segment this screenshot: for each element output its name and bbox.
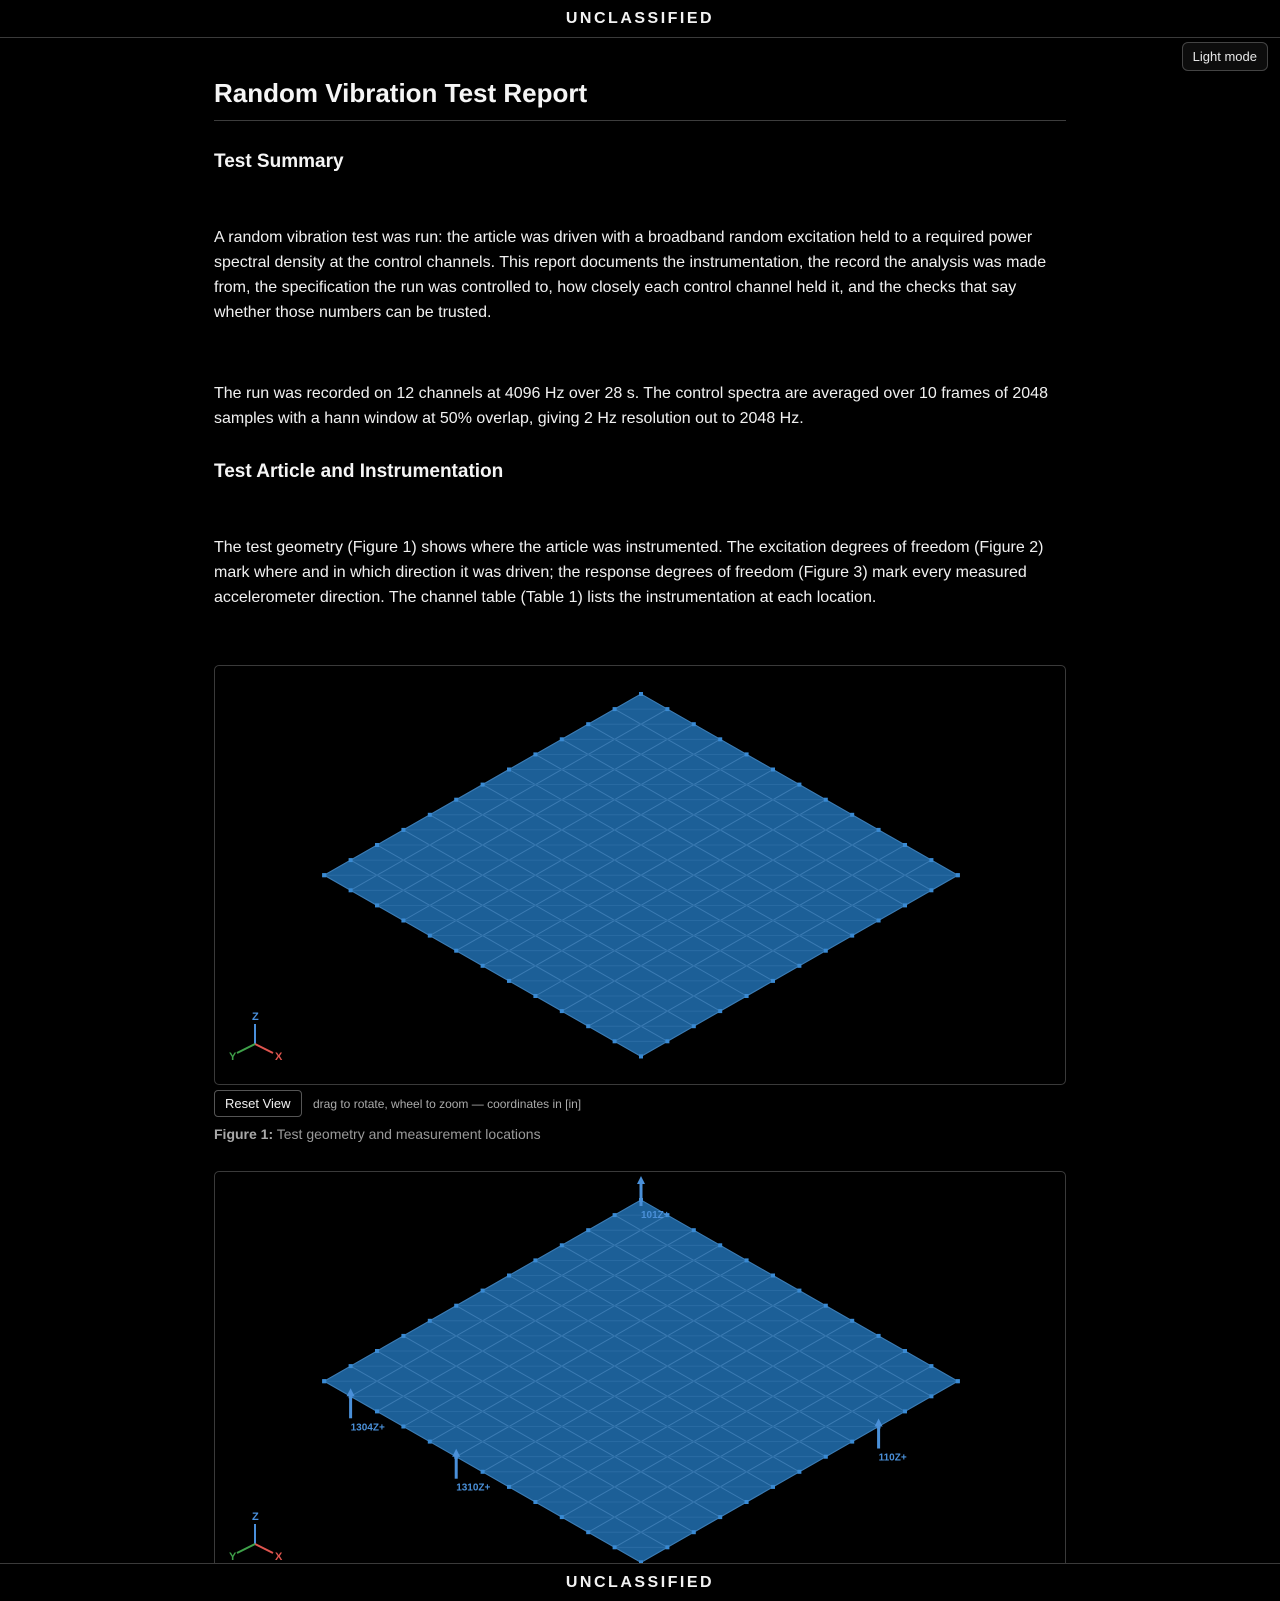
figure-2-node xyxy=(428,1440,432,1444)
figure-1-node xyxy=(745,752,749,756)
excitation-arrow xyxy=(875,1419,907,1464)
figure-1-node xyxy=(454,798,458,802)
figure-1-node xyxy=(428,813,432,817)
figure-1-node xyxy=(850,934,854,938)
figure-1-node xyxy=(903,843,907,847)
figure-1-node xyxy=(560,1009,564,1013)
figure-1-node xyxy=(903,903,907,907)
figure-2-node xyxy=(797,1289,801,1293)
figure-2-node xyxy=(322,1379,326,1383)
x-axis-label: X xyxy=(275,1051,283,1063)
figure-2-node xyxy=(771,1485,775,1489)
x-axis-label: X xyxy=(275,1551,283,1563)
figure-2-node xyxy=(428,1319,432,1323)
figure-1-node xyxy=(824,798,828,802)
figure-1-node xyxy=(507,768,511,772)
figure-2-node xyxy=(481,1289,485,1293)
figure-1-node xyxy=(929,888,933,892)
figure-1-node xyxy=(507,979,511,983)
figure-1-node xyxy=(745,994,749,998)
figure-1-node xyxy=(322,873,326,877)
reset-view-button[interactable]: Reset View xyxy=(214,1090,302,1117)
figure-2-plate xyxy=(322,1198,960,1564)
figure-2-node xyxy=(533,1500,537,1504)
figure-1-node xyxy=(665,707,669,711)
figure-2-node xyxy=(745,1258,749,1262)
instrumentation-heading: Test Article and Instrumentation xyxy=(214,461,504,482)
figure-1-node xyxy=(454,949,458,953)
figure-2-node xyxy=(850,1319,854,1323)
x-axis xyxy=(255,1044,273,1053)
figure-2-node xyxy=(613,1213,617,1217)
figure-1-node xyxy=(771,979,775,983)
z-axis-label: Z xyxy=(252,1011,259,1023)
excitation-dof-label: 110Z+ xyxy=(878,1452,907,1464)
figure-2-node xyxy=(349,1364,353,1368)
classification-banner-top: UNCLASSIFIED xyxy=(0,0,1280,38)
figure-1-canvas[interactable] xyxy=(215,666,1065,1084)
figure-1-node xyxy=(586,1024,590,1028)
y-axis-label: Y xyxy=(229,1051,237,1063)
figure-1-axis-triad xyxy=(229,1011,283,1063)
figure-2-node xyxy=(481,1470,485,1474)
figure-2-node xyxy=(956,1379,960,1383)
excitation-dof-label: 101Z+ xyxy=(641,1210,670,1221)
figure-2-canvas[interactable] xyxy=(215,1172,1065,1590)
figure-1-node xyxy=(797,964,801,968)
figure-1-node xyxy=(877,919,881,923)
excitation-dof-label: 1304Z+ xyxy=(350,1422,385,1434)
figure-1-node xyxy=(560,737,564,741)
figure-1-node xyxy=(877,828,881,832)
figure-2-node xyxy=(745,1500,749,1504)
figure-1-node xyxy=(639,1054,643,1058)
figure-1-caption-label: Figure 1: xyxy=(214,1126,274,1142)
figure-1-node xyxy=(428,934,432,938)
figure-2-node xyxy=(797,1470,801,1474)
figure-1-node xyxy=(349,888,353,892)
figure-1-node xyxy=(850,813,854,817)
figure-1-node xyxy=(718,737,722,741)
figure-1-node xyxy=(586,722,590,726)
y-axis-label: Y xyxy=(229,1551,237,1563)
light-mode-toggle[interactable]: Light mode xyxy=(1182,42,1268,71)
figure-2-node xyxy=(824,1304,828,1308)
figure-2-node xyxy=(692,1228,696,1232)
figure-2-node xyxy=(850,1440,854,1444)
figure-2-node xyxy=(929,1364,933,1368)
figure-2-node xyxy=(718,1243,722,1247)
figure-1-node xyxy=(639,692,643,696)
figure-2-node xyxy=(454,1304,458,1308)
figure-1-node xyxy=(665,1039,669,1043)
figure-2-excitation-viewer[interactable] xyxy=(214,1171,1066,1591)
figure-1-caption xyxy=(214,1126,541,1142)
figure-1-node xyxy=(375,843,379,847)
figure-1-plate xyxy=(322,692,960,1058)
figure-2-node xyxy=(507,1274,511,1278)
figure-1-node xyxy=(481,964,485,968)
figure-2-node xyxy=(375,1409,379,1413)
figure-2-node xyxy=(560,1515,564,1519)
viewer-hint: drag to rotate, wheel to zoom — coordinates in [in] xyxy=(313,1097,582,1111)
figure-1-node xyxy=(613,707,617,711)
x-axis xyxy=(255,1544,273,1553)
figure-1-node xyxy=(771,768,775,772)
figure-2-node xyxy=(824,1455,828,1459)
figure-1-node xyxy=(692,722,696,726)
figure-2-node xyxy=(877,1334,881,1338)
instrumentation-paragraph: The test geometry (Figure 1) shows where the article was instrumented. The excitation degrees of freedom (Figure 2) mark where and in which direction it was driven; the response degrees of freedom (Figure 3) mark every measured accelerometer direction. The channel table (Table 1) lists the instrumentation at each location. xyxy=(214,539,1044,606)
figure-1-node xyxy=(929,858,933,862)
figure-2-node xyxy=(929,1394,933,1398)
figure-1-node xyxy=(481,783,485,787)
report-title: Random Vibration Test Report xyxy=(214,78,1066,121)
figure-2-node xyxy=(613,1545,617,1549)
figure-1-node xyxy=(956,873,960,877)
figure-1-node xyxy=(401,919,405,923)
figure-2-node xyxy=(560,1243,564,1247)
excitation-arrow-head xyxy=(637,1176,645,1184)
summary-paragraph-1: A random vibration test was run: the article was driven with a broadband random excitation held to a required power spectral density at the control channels. This report documents the instrumentation, the record the analysis was made from, the specification the run was controlled to, how closely each control channel held it, and the checks that say whether those numbers can be trusted. xyxy=(214,229,1047,321)
figure-2-node xyxy=(903,1349,907,1353)
figure-1-node xyxy=(375,903,379,907)
figure-2-node xyxy=(401,1334,405,1338)
summary-heading: Test Summary xyxy=(214,151,344,172)
figure-1-node xyxy=(533,752,537,756)
figure-1-node xyxy=(824,949,828,953)
figure-2-node xyxy=(375,1349,379,1353)
figure-2-node xyxy=(533,1258,537,1262)
figure-1-caption-text: Test geometry and measurement locations xyxy=(276,1126,541,1142)
figure-1-node xyxy=(613,1039,617,1043)
figure-2-node xyxy=(692,1530,696,1534)
classification-banner-bottom: UNCLASSIFIED xyxy=(0,1563,1280,1601)
figure-2-axis-triad xyxy=(229,1511,283,1563)
summary-paragraph-2: The run was recorded on 12 channels at 4096 Hz over 28 s. The control spectra are averaged over 10 frames of 2048 samples with a hann window at 50% overlap, giving 2 Hz resolution out to 2048 Hz. xyxy=(214,385,1048,427)
z-axis-label: Z xyxy=(252,1511,259,1523)
figure-2-node xyxy=(401,1425,405,1429)
excitation-arrow xyxy=(637,1176,670,1221)
figure-1-node xyxy=(718,1009,722,1013)
figure-1-node xyxy=(692,1024,696,1028)
figure-1-node xyxy=(401,828,405,832)
figure-1-node xyxy=(533,994,537,998)
figure-2-node xyxy=(771,1274,775,1278)
y-axis xyxy=(237,1044,255,1053)
figure-1-node xyxy=(797,783,801,787)
y-axis xyxy=(237,1544,255,1553)
figure-1-geometry-viewer[interactable] xyxy=(214,665,1066,1085)
figure-2-node xyxy=(586,1228,590,1232)
figure-2-node xyxy=(718,1515,722,1519)
figure-2-node xyxy=(903,1409,907,1413)
figure-2-node xyxy=(665,1545,669,1549)
excitation-dof-label: 1310Z+ xyxy=(456,1482,491,1494)
figure-2-node xyxy=(507,1485,511,1489)
report-content xyxy=(214,78,1066,610)
figure-1-node xyxy=(349,858,353,862)
figure-2-node xyxy=(586,1530,590,1534)
